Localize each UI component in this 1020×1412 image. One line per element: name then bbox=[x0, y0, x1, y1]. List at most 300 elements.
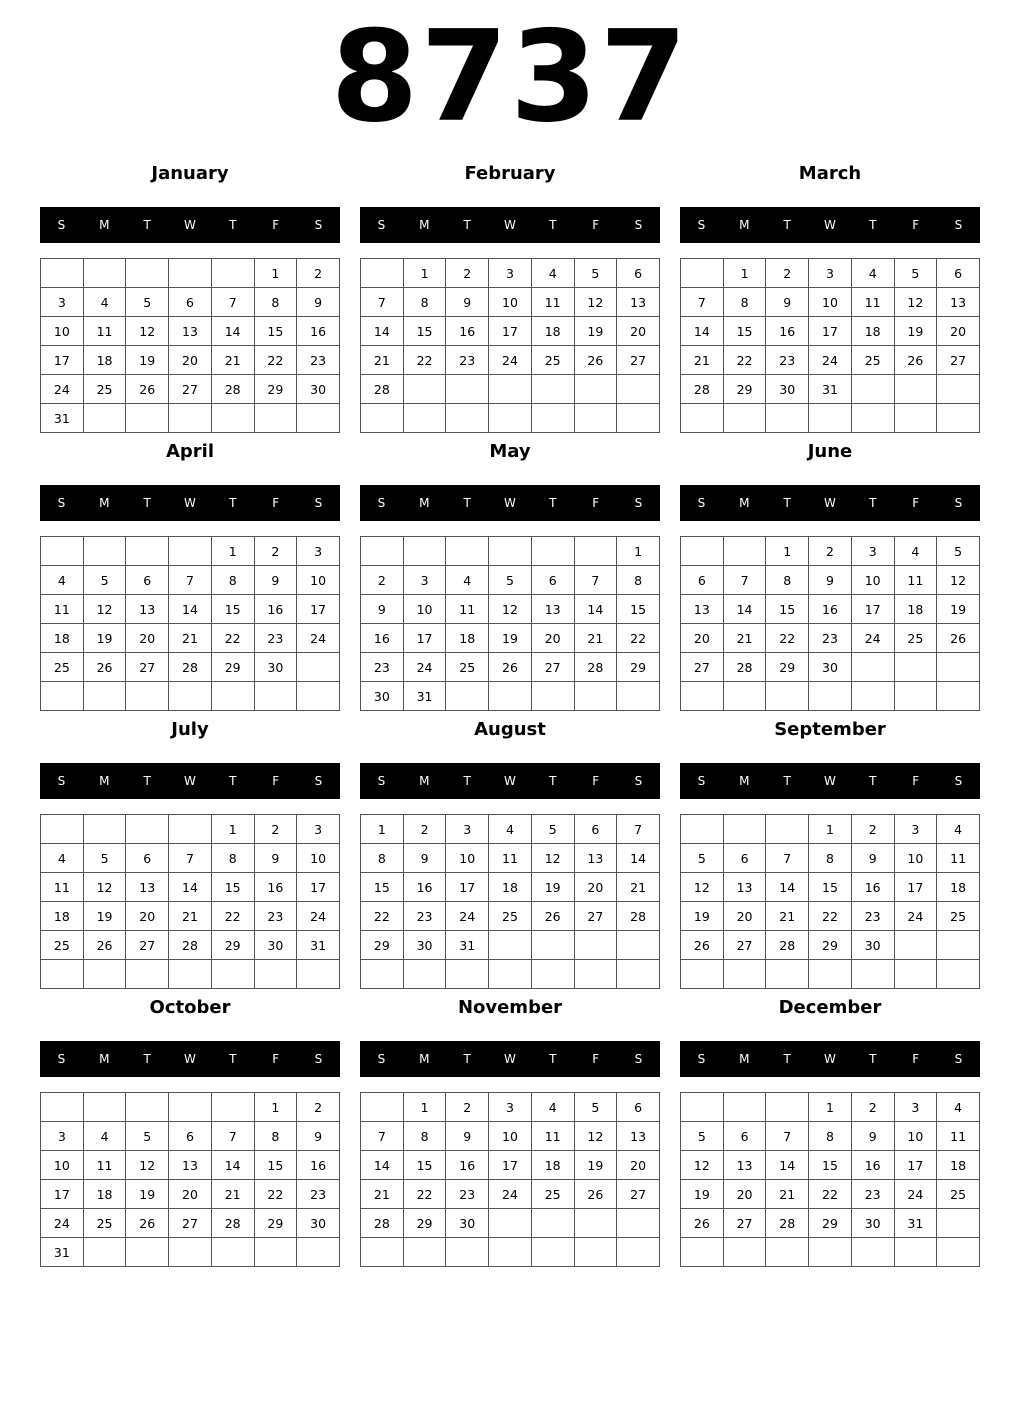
day-cell: 23 bbox=[809, 624, 852, 653]
week-row bbox=[41, 1180, 340, 1209]
day-cell: 24 bbox=[446, 902, 489, 931]
week-row bbox=[41, 259, 340, 288]
day-cell: 15 bbox=[254, 317, 297, 346]
day-cell: 29 bbox=[211, 653, 254, 682]
empty-cell bbox=[894, 1238, 937, 1267]
week-row bbox=[41, 375, 340, 404]
weekday-label: S bbox=[697, 1052, 706, 1066]
weekday-label: F bbox=[592, 774, 600, 788]
day-cell: 1 bbox=[211, 537, 254, 566]
day-cell: 17 bbox=[297, 595, 340, 624]
weekday-label: F bbox=[272, 774, 280, 788]
day-cell: 28 bbox=[723, 653, 766, 682]
empty-cell bbox=[723, 815, 766, 844]
day-cell: 16 bbox=[254, 595, 297, 624]
weekday-label: S bbox=[954, 774, 963, 788]
week-row bbox=[681, 537, 980, 566]
day-cell: 11 bbox=[41, 873, 84, 902]
day-cell: 23 bbox=[766, 346, 809, 375]
day-cell: 6 bbox=[126, 844, 169, 873]
empty-cell bbox=[297, 653, 340, 682]
day-cell: 15 bbox=[254, 1151, 297, 1180]
day-cell: 20 bbox=[723, 902, 766, 931]
empty-cell bbox=[531, 375, 574, 404]
day-cell: 19 bbox=[531, 873, 574, 902]
empty-cell bbox=[489, 1238, 532, 1267]
weekday-label: W bbox=[504, 774, 516, 788]
day-cell: 16 bbox=[361, 624, 404, 653]
day-cell: 1 bbox=[809, 815, 852, 844]
day-cell: 25 bbox=[41, 653, 84, 682]
week-row bbox=[681, 1151, 980, 1180]
empty-cell bbox=[489, 375, 532, 404]
day-cell: 4 bbox=[531, 259, 574, 288]
week-row bbox=[681, 375, 980, 404]
weekday-header bbox=[360, 207, 660, 243]
empty-cell bbox=[446, 404, 489, 433]
empty-cell bbox=[617, 682, 660, 711]
empty-cell bbox=[766, 815, 809, 844]
weekday-label: T bbox=[783, 1052, 791, 1066]
empty-cell bbox=[574, 960, 617, 989]
empty-cell bbox=[574, 1209, 617, 1238]
day-cell: 28 bbox=[681, 375, 724, 404]
day-cell: 29 bbox=[361, 931, 404, 960]
day-cell: 1 bbox=[254, 259, 297, 288]
day-cell: 8 bbox=[254, 288, 297, 317]
day-cell: 2 bbox=[254, 537, 297, 566]
empty-cell bbox=[361, 537, 404, 566]
day-cell: 22 bbox=[403, 346, 446, 375]
empty-cell bbox=[403, 537, 446, 566]
weekday-label: T bbox=[869, 1052, 877, 1066]
weekday-label: M bbox=[419, 218, 430, 232]
empty-cell bbox=[489, 404, 532, 433]
week-row bbox=[41, 1122, 340, 1151]
day-cell: 21 bbox=[766, 902, 809, 931]
empty-cell bbox=[211, 1238, 254, 1267]
day-cell: 31 bbox=[446, 931, 489, 960]
day-cell: 2 bbox=[254, 815, 297, 844]
day-cell: 6 bbox=[169, 1122, 212, 1151]
weekday-label: F bbox=[912, 1052, 920, 1066]
empty-cell bbox=[617, 931, 660, 960]
empty-cell bbox=[361, 259, 404, 288]
week-row bbox=[361, 815, 660, 844]
day-cell: 12 bbox=[937, 566, 980, 595]
day-cell: 15 bbox=[723, 317, 766, 346]
week-row bbox=[41, 595, 340, 624]
day-cell: 11 bbox=[531, 288, 574, 317]
day-cell: 12 bbox=[531, 844, 574, 873]
day-cell: 4 bbox=[894, 537, 937, 566]
day-cell: 17 bbox=[809, 317, 852, 346]
empty-cell bbox=[851, 375, 894, 404]
day-cell: 10 bbox=[297, 844, 340, 873]
day-cell: 9 bbox=[809, 566, 852, 595]
day-cell: 30 bbox=[297, 375, 340, 404]
day-cell: 31 bbox=[403, 682, 446, 711]
day-cell: 15 bbox=[211, 595, 254, 624]
day-cell: 18 bbox=[894, 595, 937, 624]
weekday-label: F bbox=[592, 496, 600, 510]
month-name: June bbox=[807, 441, 853, 462]
day-cell: 3 bbox=[851, 537, 894, 566]
week-row bbox=[681, 317, 980, 346]
empty-cell bbox=[169, 404, 212, 433]
day-cell: 22 bbox=[766, 624, 809, 653]
weekday-label: T bbox=[463, 218, 471, 232]
day-grid bbox=[360, 1092, 660, 1267]
week-row bbox=[681, 1122, 980, 1151]
empty-cell bbox=[574, 1238, 617, 1267]
empty-cell bbox=[297, 1238, 340, 1267]
day-cell: 30 bbox=[403, 931, 446, 960]
week-row bbox=[41, 1151, 340, 1180]
day-cell: 4 bbox=[937, 1093, 980, 1122]
weekday-label: F bbox=[592, 1052, 600, 1066]
empty-cell bbox=[851, 682, 894, 711]
day-cell: 4 bbox=[851, 259, 894, 288]
day-cell: 18 bbox=[41, 624, 84, 653]
day-cell: 6 bbox=[723, 844, 766, 873]
day-cell: 28 bbox=[211, 375, 254, 404]
empty-cell bbox=[83, 682, 126, 711]
day-cell: 21 bbox=[211, 346, 254, 375]
day-cell: 2 bbox=[297, 259, 340, 288]
day-cell: 26 bbox=[83, 653, 126, 682]
empty-cell bbox=[254, 404, 297, 433]
week-row bbox=[41, 404, 340, 433]
day-cell: 20 bbox=[937, 317, 980, 346]
day-cell: 18 bbox=[83, 1180, 126, 1209]
weekday-label: S bbox=[634, 496, 643, 510]
weekday-header bbox=[40, 1041, 340, 1077]
day-cell: 8 bbox=[211, 566, 254, 595]
day-cell: 21 bbox=[361, 346, 404, 375]
day-cell: 4 bbox=[41, 566, 84, 595]
empty-cell bbox=[489, 960, 532, 989]
empty-cell bbox=[297, 682, 340, 711]
empty-cell bbox=[41, 960, 84, 989]
day-cell: 27 bbox=[126, 653, 169, 682]
day-cell: 18 bbox=[41, 902, 84, 931]
day-cell: 19 bbox=[83, 902, 126, 931]
empty-cell bbox=[83, 1238, 126, 1267]
empty-cell bbox=[169, 1238, 212, 1267]
weekday-label: F bbox=[272, 218, 280, 232]
day-cell: 23 bbox=[851, 902, 894, 931]
weekday-label: W bbox=[184, 496, 196, 510]
day-cell: 20 bbox=[126, 624, 169, 653]
day-cell: 8 bbox=[211, 844, 254, 873]
week-row bbox=[41, 317, 340, 346]
day-cell: 13 bbox=[574, 844, 617, 873]
empty-cell bbox=[83, 815, 126, 844]
day-cell: 9 bbox=[446, 288, 489, 317]
weekday-label: S bbox=[634, 218, 643, 232]
day-cell: 21 bbox=[766, 1180, 809, 1209]
empty-cell bbox=[169, 537, 212, 566]
weekday-label: W bbox=[824, 218, 836, 232]
day-cell: 14 bbox=[169, 873, 212, 902]
day-cell: 6 bbox=[617, 1093, 660, 1122]
day-cell: 20 bbox=[169, 1180, 212, 1209]
week-row bbox=[681, 682, 980, 711]
day-cell: 18 bbox=[531, 317, 574, 346]
empty-cell bbox=[723, 1093, 766, 1122]
day-cell: 30 bbox=[361, 682, 404, 711]
day-cell: 3 bbox=[809, 259, 852, 288]
day-cell: 1 bbox=[766, 537, 809, 566]
day-cell: 5 bbox=[574, 259, 617, 288]
day-cell: 2 bbox=[809, 537, 852, 566]
day-cell: 24 bbox=[41, 375, 84, 404]
empty-cell bbox=[126, 404, 169, 433]
day-cell: 17 bbox=[41, 1180, 84, 1209]
week-row bbox=[361, 537, 660, 566]
weekday-label: S bbox=[57, 218, 66, 232]
weekday-label: S bbox=[57, 774, 66, 788]
day-cell: 16 bbox=[446, 1151, 489, 1180]
month-name: July bbox=[171, 719, 209, 740]
day-cell: 11 bbox=[41, 595, 84, 624]
week-row bbox=[41, 902, 340, 931]
day-cell: 7 bbox=[766, 1122, 809, 1151]
empty-cell bbox=[851, 404, 894, 433]
empty-cell bbox=[681, 682, 724, 711]
day-cell: 30 bbox=[254, 931, 297, 960]
day-cell: 3 bbox=[297, 815, 340, 844]
day-cell: 19 bbox=[126, 1180, 169, 1209]
day-cell: 4 bbox=[83, 1122, 126, 1151]
day-cell: 8 bbox=[403, 288, 446, 317]
empty-cell bbox=[126, 1093, 169, 1122]
week-row bbox=[681, 288, 980, 317]
day-cell: 15 bbox=[403, 1151, 446, 1180]
weekday-label: F bbox=[592, 218, 600, 232]
week-row bbox=[41, 1093, 340, 1122]
day-cell: 19 bbox=[681, 1180, 724, 1209]
weekday-label: T bbox=[143, 1052, 151, 1066]
day-cell: 5 bbox=[83, 566, 126, 595]
weekday-label: T bbox=[463, 1052, 471, 1066]
day-cell: 8 bbox=[809, 1122, 852, 1151]
day-cell: 4 bbox=[446, 566, 489, 595]
day-cell: 24 bbox=[297, 624, 340, 653]
month-name: November bbox=[457, 997, 563, 1018]
week-row bbox=[361, 931, 660, 960]
day-cell: 7 bbox=[681, 288, 724, 317]
empty-cell bbox=[41, 815, 84, 844]
day-cell: 30 bbox=[446, 1209, 489, 1238]
day-cell: 30 bbox=[254, 653, 297, 682]
day-cell: 26 bbox=[531, 902, 574, 931]
day-cell: 11 bbox=[531, 1122, 574, 1151]
week-row bbox=[681, 931, 980, 960]
week-row bbox=[681, 815, 980, 844]
day-cell: 13 bbox=[723, 873, 766, 902]
day-cell: 6 bbox=[681, 566, 724, 595]
day-cell: 24 bbox=[403, 653, 446, 682]
day-cell: 14 bbox=[617, 844, 660, 873]
day-cell: 14 bbox=[574, 595, 617, 624]
day-cell: 24 bbox=[851, 624, 894, 653]
weekday-label: T bbox=[783, 218, 791, 232]
week-row bbox=[361, 375, 660, 404]
day-cell: 23 bbox=[254, 902, 297, 931]
weekday-label: S bbox=[697, 774, 706, 788]
day-cell: 28 bbox=[211, 1209, 254, 1238]
week-row bbox=[41, 346, 340, 375]
day-cell: 26 bbox=[894, 346, 937, 375]
day-cell: 9 bbox=[254, 844, 297, 873]
weekday-label: F bbox=[272, 1052, 280, 1066]
empty-cell bbox=[617, 1238, 660, 1267]
day-cell: 10 bbox=[489, 288, 532, 317]
day-cell: 23 bbox=[851, 1180, 894, 1209]
day-grid bbox=[40, 1092, 340, 1267]
day-cell: 3 bbox=[41, 288, 84, 317]
weekday-header bbox=[360, 763, 660, 799]
day-cell: 31 bbox=[894, 1209, 937, 1238]
weekday-label: T bbox=[869, 496, 877, 510]
day-cell: 20 bbox=[531, 624, 574, 653]
day-cell: 19 bbox=[574, 317, 617, 346]
empty-cell bbox=[681, 815, 724, 844]
week-row bbox=[41, 844, 340, 873]
day-cell: 29 bbox=[254, 1209, 297, 1238]
day-cell: 31 bbox=[41, 404, 84, 433]
empty-cell bbox=[766, 682, 809, 711]
month-name: February bbox=[464, 163, 556, 184]
empty-cell bbox=[83, 404, 126, 433]
empty-cell bbox=[126, 537, 169, 566]
week-row bbox=[681, 1093, 980, 1122]
weekday-label: M bbox=[99, 1052, 110, 1066]
day-cell: 20 bbox=[617, 317, 660, 346]
month-name: October bbox=[149, 997, 231, 1018]
empty-cell bbox=[937, 653, 980, 682]
weekday-label: T bbox=[229, 218, 237, 232]
day-cell: 16 bbox=[446, 317, 489, 346]
day-cell: 12 bbox=[574, 288, 617, 317]
week-row bbox=[361, 346, 660, 375]
day-cell: 19 bbox=[83, 624, 126, 653]
day-cell: 26 bbox=[681, 1209, 724, 1238]
empty-cell bbox=[126, 815, 169, 844]
day-cell: 13 bbox=[126, 873, 169, 902]
day-cell: 25 bbox=[83, 1209, 126, 1238]
day-cell: 25 bbox=[83, 375, 126, 404]
week-row bbox=[41, 815, 340, 844]
empty-cell bbox=[574, 682, 617, 711]
day-cell: 29 bbox=[766, 653, 809, 682]
day-cell: 6 bbox=[617, 259, 660, 288]
empty-cell bbox=[617, 404, 660, 433]
day-cell: 22 bbox=[809, 1180, 852, 1209]
day-cell: 8 bbox=[617, 566, 660, 595]
empty-cell bbox=[126, 1238, 169, 1267]
empty-cell bbox=[681, 1238, 724, 1267]
day-cell: 20 bbox=[617, 1151, 660, 1180]
empty-cell bbox=[681, 259, 724, 288]
empty-cell bbox=[254, 1238, 297, 1267]
day-cell: 17 bbox=[297, 873, 340, 902]
day-cell: 15 bbox=[766, 595, 809, 624]
day-cell: 28 bbox=[617, 902, 660, 931]
weekday-label: S bbox=[634, 774, 643, 788]
day-cell: 11 bbox=[937, 1122, 980, 1151]
weekday-label: M bbox=[739, 1052, 750, 1066]
week-row bbox=[41, 566, 340, 595]
day-cell: 8 bbox=[809, 844, 852, 873]
weekday-header bbox=[360, 1041, 660, 1077]
empty-cell bbox=[531, 1238, 574, 1267]
empty-cell bbox=[169, 259, 212, 288]
week-row bbox=[361, 1093, 660, 1122]
day-cell: 17 bbox=[894, 873, 937, 902]
weekday-label: T bbox=[143, 218, 151, 232]
weekday-label: S bbox=[314, 1052, 323, 1066]
empty-cell bbox=[211, 960, 254, 989]
empty-cell bbox=[489, 682, 532, 711]
day-cell: 5 bbox=[531, 815, 574, 844]
day-cell: 7 bbox=[211, 288, 254, 317]
week-row bbox=[41, 873, 340, 902]
day-cell: 17 bbox=[403, 624, 446, 653]
week-row bbox=[41, 682, 340, 711]
week-row bbox=[681, 624, 980, 653]
empty-cell bbox=[809, 960, 852, 989]
empty-cell bbox=[531, 1209, 574, 1238]
day-cell: 23 bbox=[446, 346, 489, 375]
day-cell: 16 bbox=[851, 1151, 894, 1180]
day-grid bbox=[680, 814, 980, 989]
week-row bbox=[41, 288, 340, 317]
day-cell: 20 bbox=[126, 902, 169, 931]
day-cell: 1 bbox=[403, 1093, 446, 1122]
empty-cell bbox=[809, 1238, 852, 1267]
week-row bbox=[41, 537, 340, 566]
day-cell: 30 bbox=[297, 1209, 340, 1238]
day-cell: 24 bbox=[297, 902, 340, 931]
day-cell: 11 bbox=[83, 1151, 126, 1180]
week-row bbox=[681, 346, 980, 375]
day-cell: 4 bbox=[531, 1093, 574, 1122]
weekday-header bbox=[40, 207, 340, 243]
weekday-label: W bbox=[824, 496, 836, 510]
day-cell: 5 bbox=[681, 844, 724, 873]
day-cell: 2 bbox=[766, 259, 809, 288]
day-cell: 9 bbox=[851, 1122, 894, 1151]
empty-cell bbox=[851, 960, 894, 989]
day-cell: 12 bbox=[489, 595, 532, 624]
day-cell: 27 bbox=[126, 931, 169, 960]
empty-cell bbox=[723, 682, 766, 711]
weekday-label: T bbox=[869, 218, 877, 232]
day-cell: 28 bbox=[361, 375, 404, 404]
day-cell: 1 bbox=[211, 815, 254, 844]
empty-cell bbox=[169, 1093, 212, 1122]
day-cell: 17 bbox=[894, 1151, 937, 1180]
day-cell: 22 bbox=[254, 346, 297, 375]
day-cell: 22 bbox=[254, 1180, 297, 1209]
weekday-label: T bbox=[143, 496, 151, 510]
weekday-header bbox=[40, 485, 340, 521]
day-cell: 5 bbox=[937, 537, 980, 566]
day-cell: 11 bbox=[851, 288, 894, 317]
